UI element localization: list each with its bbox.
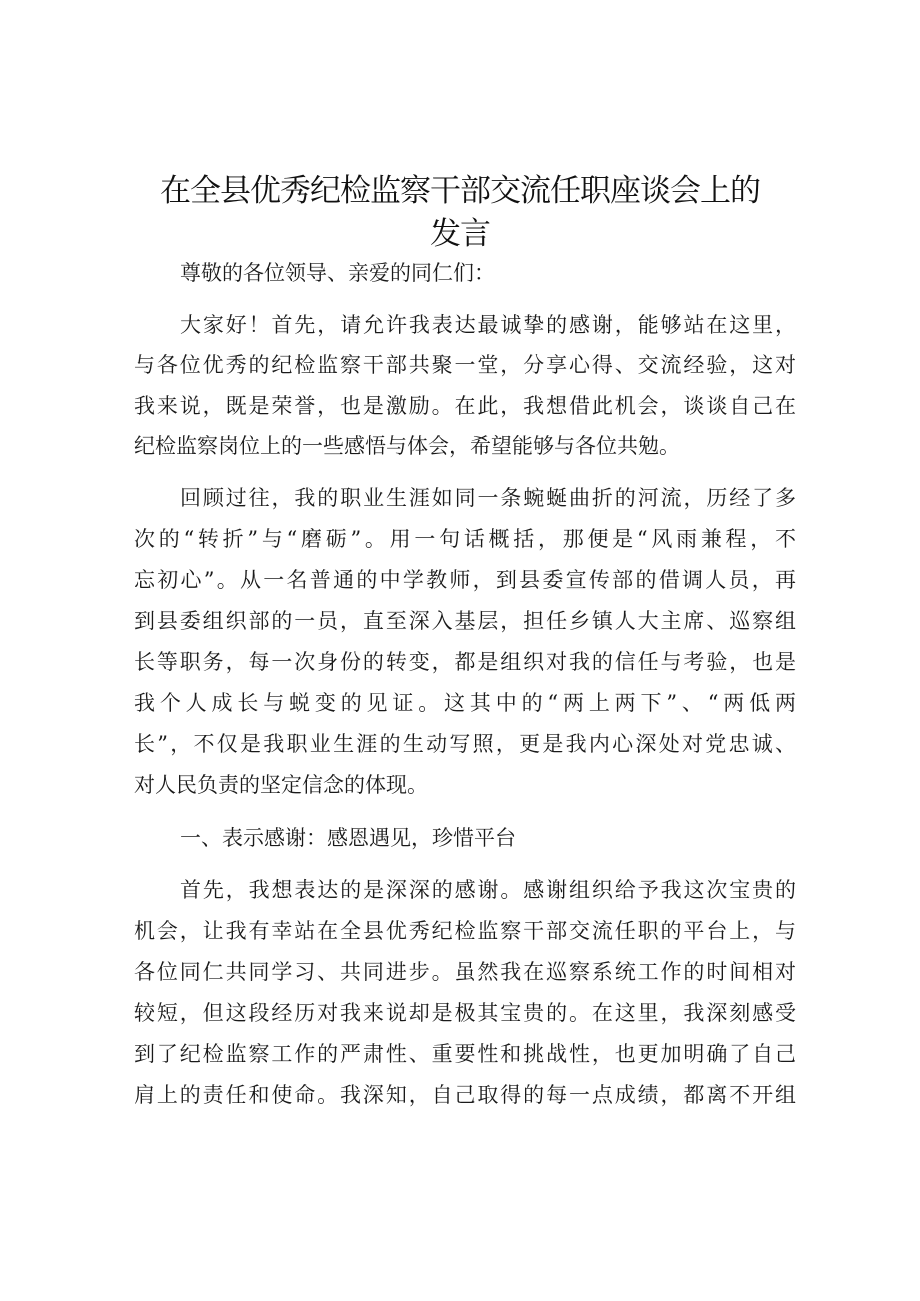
paragraph-1-line: 与各位优秀的纪检监察干部共聚一堂，分享心得、交流经验，这对 xyxy=(134,353,796,377)
paragraph-3-line: 到了纪检监察工作的严肃性、重要性和挑战性，也更加明确了自己 xyxy=(134,1042,796,1066)
paragraph-3-line: 较短，但这段经历对我来说却是极其宝贵的。在这里，我深刻感受 xyxy=(134,1001,796,1025)
document-title-line-2: 发言 xyxy=(430,216,490,252)
paragraph-3-line: 肩上的责任和使命。我深知，自己取得的每一点成绩，都离不开组 xyxy=(134,1083,796,1107)
paragraph-2-line: 长等职务，每一次身份的转变，都是组织对我的信任与考验，也是 xyxy=(134,650,796,674)
paragraph-2-line: 忘初心”。从一名普通的中学教师，到县委宣传部的借调人员，再 xyxy=(134,568,796,592)
paragraph-2-line: 长”，不仅是我职业生涯的生动写照，更是我内心深处对党忠诚、 xyxy=(134,732,796,756)
paragraph-3-line: 机会，让我有幸站在全县优秀纪检监察干部交流任职的平台上，与 xyxy=(134,919,796,943)
paragraph-2-line: 我个人成长与蜕变的见证。这其中的“两上两下”、“两低两 xyxy=(134,691,796,715)
section-heading: 一、表示感谢：感恩遇见，珍惜平台 xyxy=(180,826,516,850)
paragraph-1-line: 我来说，既是荣誉，也是激励。在此，我想借此机会，谈谈自己在 xyxy=(134,394,796,418)
salutation: 尊敬的各位领导、亲爱的同仁们： xyxy=(180,261,495,285)
paragraph-1-line: 大家好！首先，请允许我表达最诚挚的感谢，能够站在这里， xyxy=(180,313,796,337)
paragraph-3-line: 首先，我想表达的是深深的感谢。感谢组织给予我这次宝贵的 xyxy=(180,878,796,902)
paragraph-2-line: 对人民负责的坚定信念的体现。 xyxy=(134,773,428,797)
paragraph-3-line: 各位同仁共同学习、共同进步。虽然我在巡察系统工作的时间相对 xyxy=(134,960,796,984)
paragraph-1-line: 纪检监察岗位上的一些感悟与体会，希望能够与各位共勉。 xyxy=(134,434,680,458)
paragraph-2-line: 回顾过往，我的职业生涯如同一条蜿蜒曲折的河流，历经了多 xyxy=(180,486,796,510)
paragraph-2-line: 次的“转折”与“磨砺”。用一句话概括，那便是“风雨兼程，不 xyxy=(134,527,796,551)
document-title-line-1: 在全县优秀纪检监察干部交流任职座谈会上的 xyxy=(160,173,760,209)
paragraph-2-line: 到县委组织部的一员，直至深入基层，担任乡镇人大主席、巡察组 xyxy=(134,609,796,633)
